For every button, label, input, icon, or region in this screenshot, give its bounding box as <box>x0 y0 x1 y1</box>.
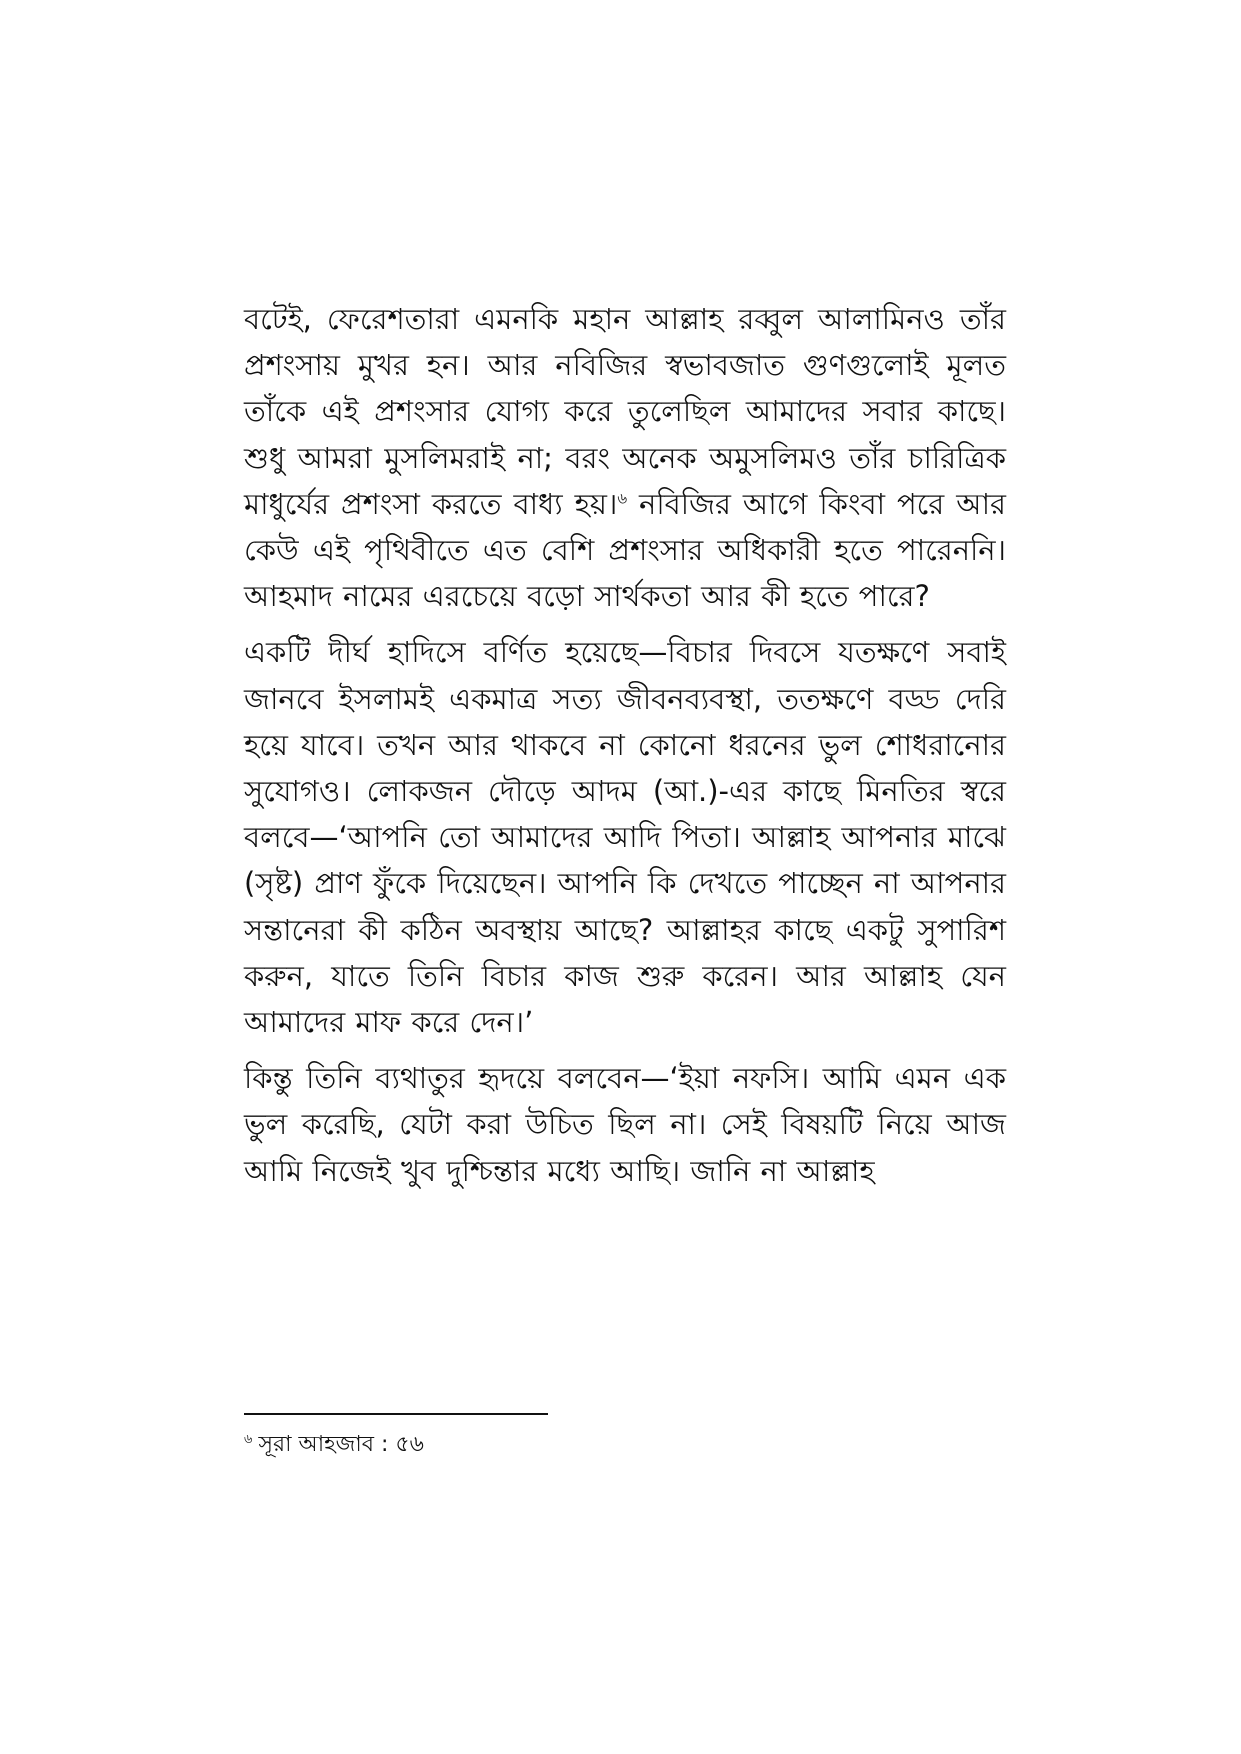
paragraph-2: একটি দীর্ঘ হাদিসে বর্ণিত হয়েছে—বিচার দিবসে যতক্ষণে সবাই জানবে ইসলামই একমাত্র সত্য জীবনব্যবস্থা, ততক্ষণে বড্ড দেরি হয়ে যাবে। তখন আর থাকবে না কোনো ধরনের ভুল শোধরানোর সুযোগও। লোকজন দৌড়ে আদম (আ.)-এর কাছে মিনতির স্বরে বলবে—‘আপনি তো আমাদের আদি পিতা। আল্লাহ আপনার মাঝে (সৃষ্ট) প্রাণ ফুঁকে দিয়েছেন। আপনি কি দেখতে পাচ্ছেন না আপনার সন্তানেরা কী কঠিন অবস্থায় আছে? আল্লাহর কাছে একটু সুপারিশ করুন, যাতে তিনি বিচার কাজ শুরু করেন। আর আল্লাহ যেন আমাদের মাফ করে দেন।’ <box>244 635 1006 1040</box>
footnote-text: সূরা আহজাব : ৫৬ <box>258 1432 424 1457</box>
footnote-reference: ৬ <box>617 489 628 508</box>
footnote <box>244 1429 944 1461</box>
footnote-marker: ৬ <box>244 1431 253 1447</box>
paragraph-3: কিন্তু তিনি ব্যথাতুর হৃদয়ে বলবেন—‘ইয়া নফসি। আমি এমন এক ভুল করেছি, যেটা করা উচিত ছিল না। সেই বিষয়টি নিয়ে আজ আমি নিজেই খুব দুশ্চিন্তার মধ্যে আছি। জানি না আল্লাহ <box>244 1061 1006 1188</box>
paragraph-1-text: বটেই, ফেরেশতারা এমনকি মহান আল্লাহ রব্বুল আলামিনও তাঁর প্রশংসায় মুখর হন। আর নবিজির স্বভাবজাত গুণগুলোই মূলত তাঁকে এই প্রশংসার যোগ্য করে তুলেছিল আমাদের সবার কাছে। শুধু আমরা মুসলিমরাই না; বরং অনেক অমুসলিমও তাঁর চারিত্রিক মাধুর্যের প্রশংসা করতে বাধ্য হয়। <box>244 302 1006 521</box>
paragraph-1-text-continued: নবিজির আগে কিংবা পরে আর কেউ এই পৃথিবীতে এত বেশি প্রশংসার অধিকারী হতে পারেননি। আহমাদ নামের এরচেয়ে বড়ো সার্থকতা আর কী হতে পারে? <box>244 486 1006 614</box>
footnote-divider <box>244 1413 548 1415</box>
paragraph-1 <box>244 296 1006 619</box>
body-text <box>244 296 1006 1194</box>
